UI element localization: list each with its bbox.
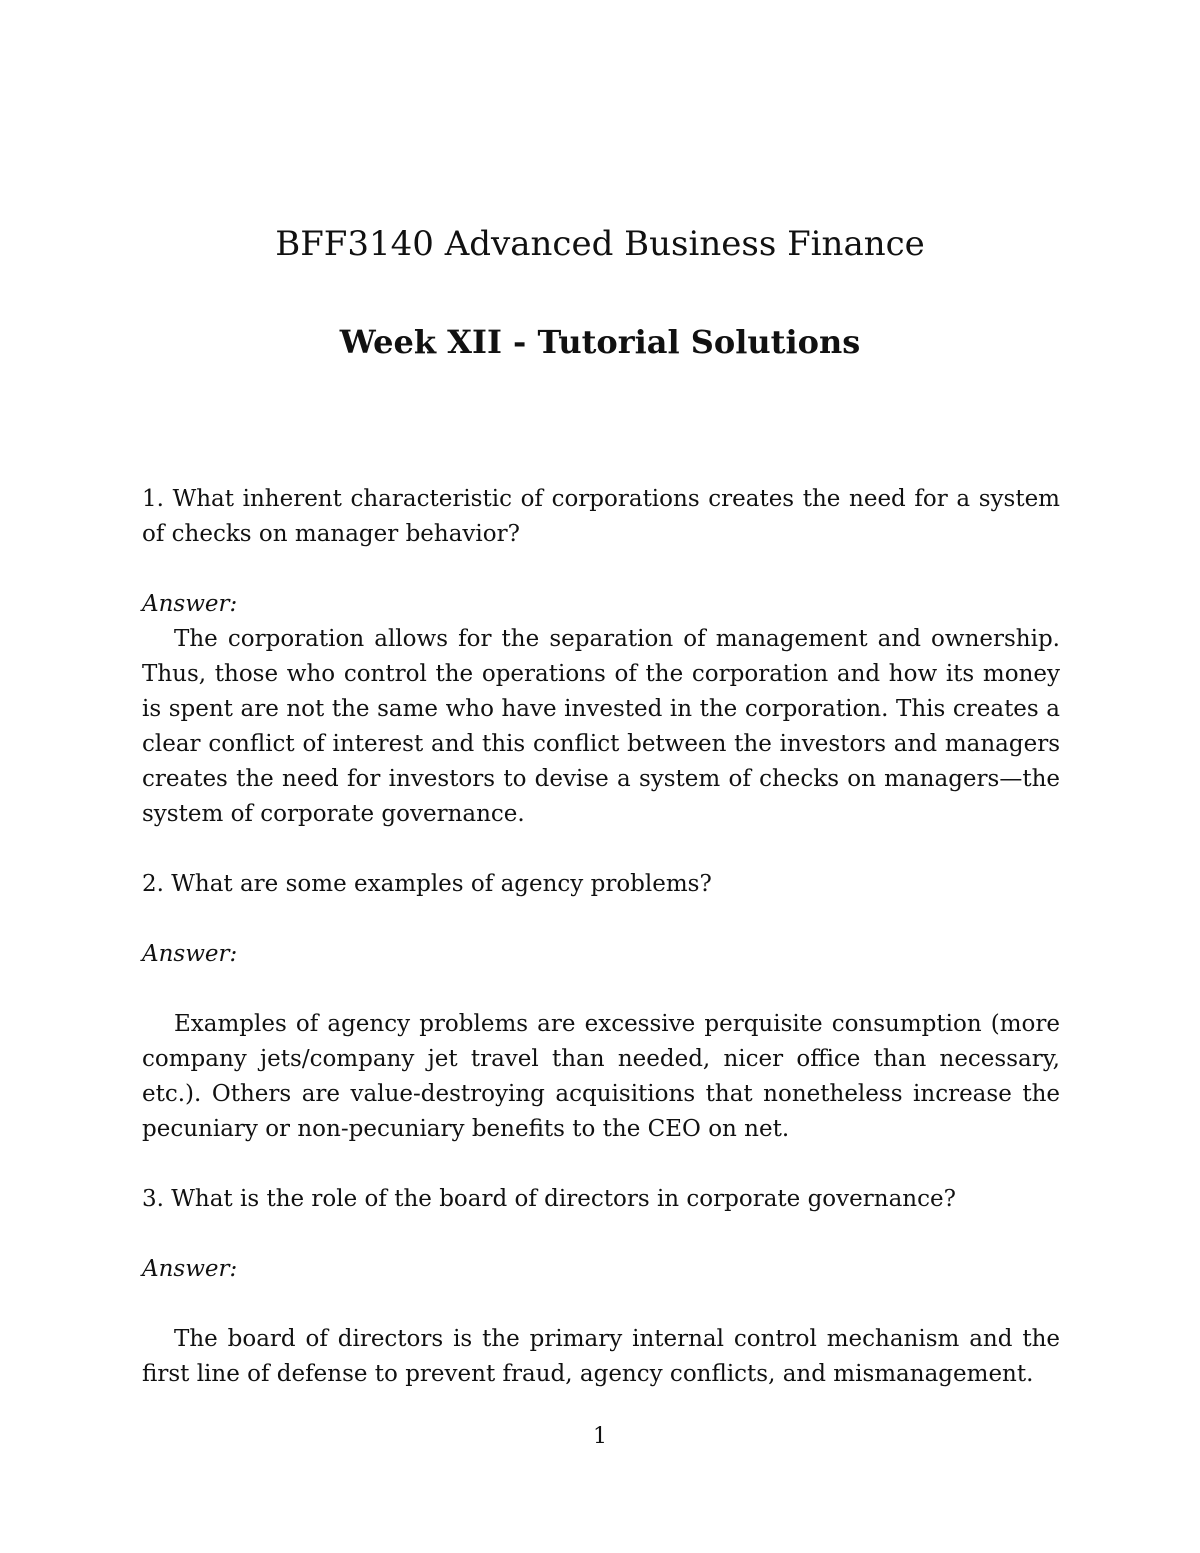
qa-block-2 [142, 867, 1060, 1147]
qa-block-3 [142, 1182, 1060, 1392]
answer-2: Examples of agency problems are excessive perquisite consumption (more company jets/company jet travel than needed, nicer office than necessary, etc.). Others are value-destroying acquisitions that nonetheless increase the pecuniary or non-pecuniary benefits to the CEO on net. [142, 1011, 1060, 1142]
qa-block-1 [142, 482, 1060, 832]
answer-1: The corporation allows for the separation of management and ownership. Thus, those who control the operations of the corporation and how its money is spent are not the same who have invested in the corporation. This creates a clear conflict of interest and this conflict between the investors and managers creates the need for investors to devise a system of checks on managers—the system of corporate governance. [142, 626, 1060, 827]
question-1: 1. What inherent characteristic of corporations creates the need for a system of checks on manager behavior? [142, 486, 1060, 547]
document-subtitle: Week XII - Tutorial Solutions [339, 323, 861, 361]
answer-label-3: Answer: [142, 1256, 238, 1282]
document-title: BFF3140 Advanced Business Finance [275, 224, 925, 264]
document-body [142, 482, 1060, 1392]
question-2: 2. What are some examples of agency problems? [142, 871, 712, 897]
question-3: 3. What is the role of the board of directors in corporate governance? [142, 1186, 956, 1212]
answer-label-2: Answer: [142, 941, 238, 967]
page-number: 1 [593, 1424, 607, 1449]
answer-3: The board of directors is the primary internal control mechanism and the first line of defense to prevent fraud, agency conflicts, and mismanagement. [142, 1326, 1060, 1387]
answer-label-1: Answer: [142, 591, 238, 617]
